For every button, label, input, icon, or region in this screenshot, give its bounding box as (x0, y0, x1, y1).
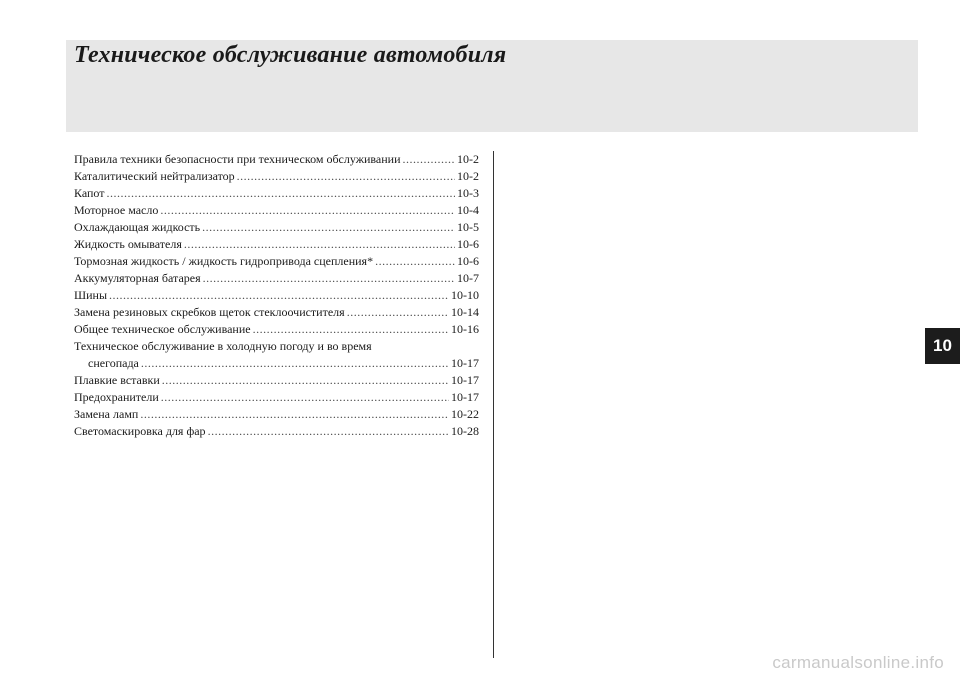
toc-entry-page: 10-16 (451, 322, 479, 336)
toc-entry-label: Замена резиновых скребков щеток стеклоочистителя (74, 305, 345, 319)
toc-leader-dots (375, 253, 455, 270)
toc-leader-dots (202, 219, 455, 236)
toc-entry-label: Тормозная жидкость / жидкость гидропривода сцепления* (74, 254, 374, 268)
toc-entry-page: 10-2 (457, 152, 479, 166)
toc-entry-label: Жидкость омывателя (74, 237, 182, 251)
toc-entry-page: 10-4 (457, 203, 479, 217)
toc-leader-dots (208, 423, 449, 440)
toc-entry-label: Плавкие вставки (74, 373, 160, 387)
toc-entry[interactable] (74, 389, 479, 406)
toc-entry-label: Правила техники безопасности при техническом обслуживании (74, 152, 401, 166)
toc-entry-page: 10-28 (451, 424, 479, 438)
toc-entry-page: 10-22 (451, 407, 479, 421)
watermark: carmanualsonline.info (772, 653, 944, 672)
toc-entry[interactable] (74, 151, 479, 168)
toc-entry[interactable] (74, 304, 479, 321)
toc-entry-label: Каталитический нейтрализатор (74, 169, 235, 183)
toc-entry-page: 10-5 (457, 220, 479, 234)
toc-entry[interactable] (74, 253, 479, 270)
toc-entry[interactable] (74, 185, 479, 202)
toc-leader-dots (161, 389, 449, 406)
table-of-contents (74, 151, 479, 440)
toc-leader-dots (140, 406, 449, 423)
column-divider (493, 151, 494, 658)
toc-entry[interactable] (74, 321, 479, 338)
chapter-tab[interactable]: 10 (925, 328, 960, 364)
toc-leader-dots (184, 236, 455, 253)
toc-entry-page: 10-6 (457, 254, 479, 268)
toc-entry-label: Моторное масло (74, 203, 159, 217)
toc-entry-label: Предохранители (74, 390, 159, 404)
toc-leader-dots (141, 355, 449, 372)
toc-leader-dots (109, 287, 449, 304)
toc-entry-label: Общее техническое обслуживание (74, 322, 251, 336)
toc-entry-page: 10-14 (451, 305, 479, 319)
chapter-title: Техническое обслуживание автомобиля (74, 42, 507, 68)
toc-entry-label: Капот (74, 186, 105, 200)
toc-leader-dots (347, 304, 449, 321)
toc-leader-dots (203, 270, 455, 287)
toc-leader-dots (237, 168, 455, 185)
toc-leader-dots (253, 321, 449, 338)
toc-entry-page: 10-17 (451, 390, 479, 404)
toc-leader-dots (162, 372, 449, 389)
toc-entry-label-continued: снегопада (88, 356, 139, 370)
toc-entry[interactable] (74, 270, 479, 287)
toc-entry-label: Техническое обслуживание в холодную погоду и во время (74, 339, 372, 353)
toc-entry[interactable] (74, 423, 479, 440)
chapter-header (66, 40, 918, 132)
toc-entry[interactable] (74, 406, 479, 423)
toc-entry-page: 10-6 (457, 237, 479, 251)
toc-entry-page: 10-3 (457, 186, 479, 200)
toc-entry[interactable] (74, 372, 479, 389)
toc-entry[interactable] (74, 287, 479, 304)
toc-leader-dots (160, 202, 455, 219)
toc-leader-dots (107, 185, 455, 202)
toc-entry[interactable] (74, 168, 479, 185)
toc-entry-page: 10-2 (457, 169, 479, 183)
toc-entry-label: Светомаскировка для фар (74, 424, 206, 438)
toc-entry-page: 10-17 (451, 373, 479, 387)
toc-entry[interactable] (74, 338, 479, 372)
toc-entry[interactable] (74, 219, 479, 236)
toc-entry[interactable] (74, 202, 479, 219)
toc-entry-page: 10-17 (451, 356, 479, 370)
toc-entry-label: Охлаждающая жидкость (74, 220, 201, 234)
toc-entry-label: Шины (74, 288, 108, 302)
toc-entry-page: 10-7 (457, 271, 479, 285)
toc-leader-dots (403, 151, 455, 168)
toc-entry-page: 10-10 (451, 288, 479, 302)
toc-entry-label: Аккумуляторная батарея (74, 271, 201, 285)
toc-entry-label: Замена ламп (74, 407, 139, 421)
toc-entry[interactable] (74, 236, 479, 253)
